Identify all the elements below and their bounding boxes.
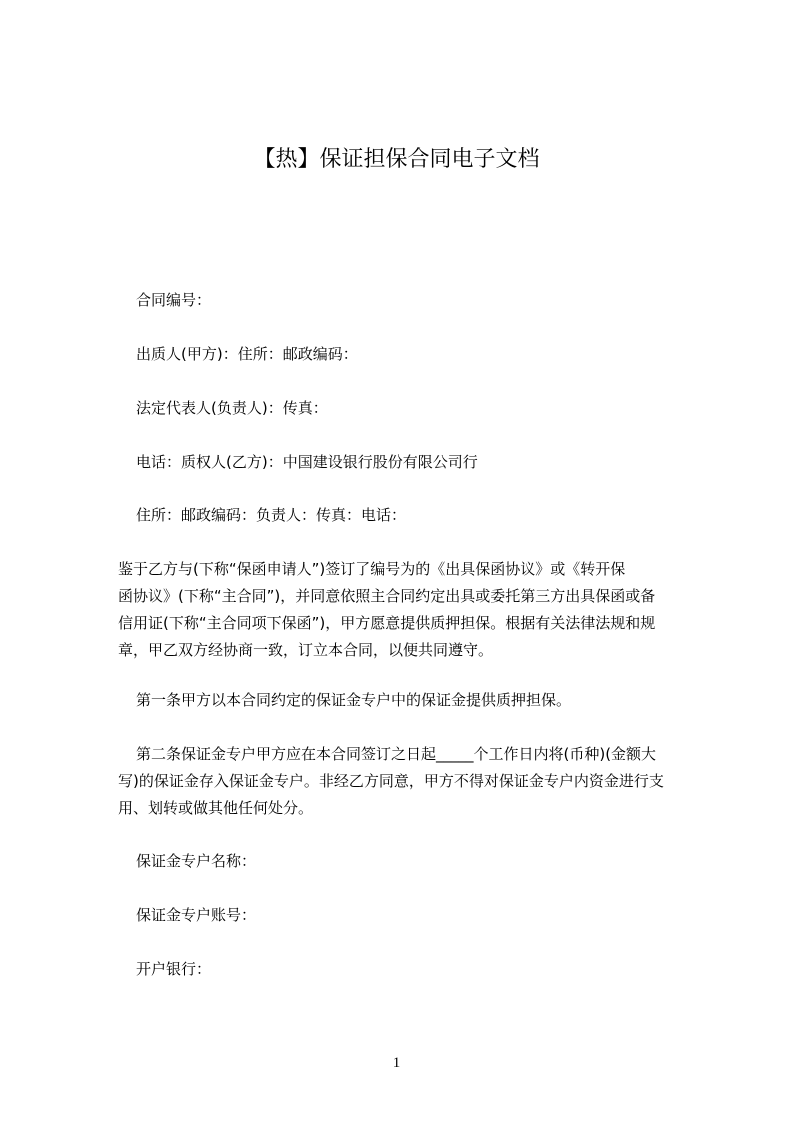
document-title: 【热】保证担保合同电子文档 [253,147,540,172]
legal-representative-field: 法定代表人(负责人)：传真： [136,399,328,417]
account-name-field: 保证金专户名称： [136,852,257,870]
bank-field: 开户银行： [136,960,212,978]
paragraph-line: 鉴于乙方与(下称“保函申请人”)签订了编号为的《出具保函协议》或《转开保 [118,560,626,578]
account-number-field: 保证金专户账号： [136,906,257,924]
paragraph-line: 章，甲乙双方经协商一致，订立本合同，以便共同遵守。 [118,641,494,659]
contract-number-field: 合同编号： [136,291,212,309]
article-1: 第一条甲方以本合同约定的保证金专户中的保证金提供质押担保。 [136,691,572,709]
paragraph-line: 用、划转或做其他任何处分。 [118,799,314,817]
paragraph-line: 函协议》(下称“主合同”)，并同意依照主合同约定出具或委托第三方出具保函或备 [118,587,656,605]
paragraph-line: 信用证(下称“主合同项下保函”)，甲方愿意提供质押担保。根据有关法律法规和规 [118,614,656,632]
page-number: 1 [392,1055,401,1071]
paragraph-line: 写)的保证金存入保证金专户。非经乙方同意，甲方不得对保证金专户内资金进行支 [118,772,664,790]
article-2 [118,741,698,822]
pledgor-field: 出质人(甲方)：住所：邮政编码： [136,345,358,363]
paragraph-line: 第二条保证金专户甲方应在本合同签订之日起_____个工作日内将(币种)(金额大 [136,745,657,763]
preamble-paragraph [118,556,698,664]
address-field: 住所：邮政编码：负责人：传真：电话： [136,506,407,524]
pledgee-field: 电话：质权人(乙方)：中国建设银行股份有限公司行 [136,453,478,471]
